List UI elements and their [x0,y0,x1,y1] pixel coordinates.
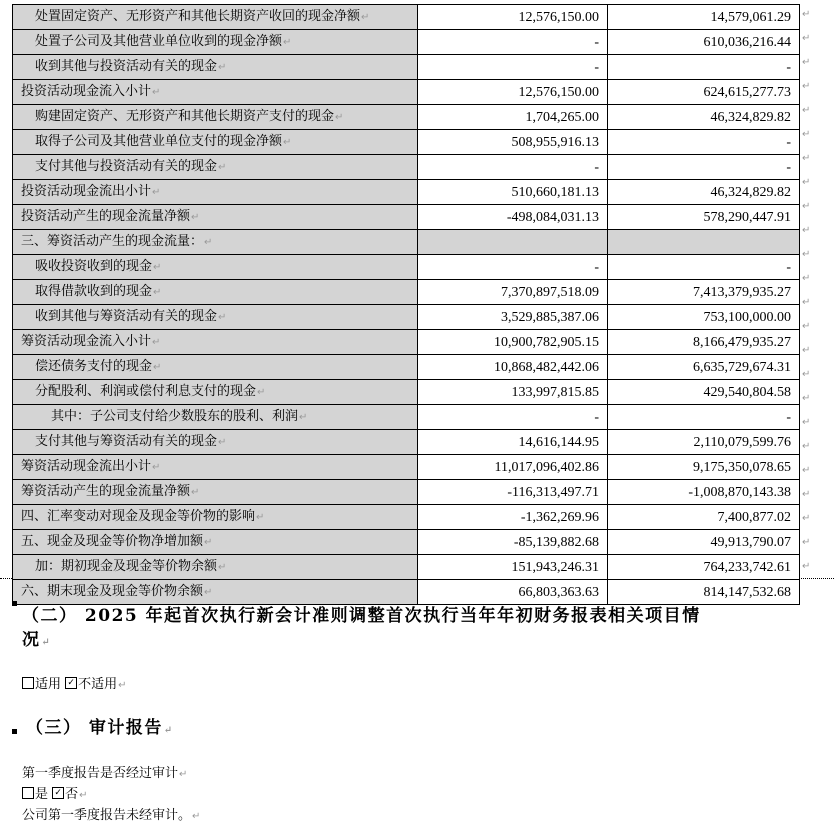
row-label-text: 投资活动现金流入小计 [21,84,152,99]
audit-statement-text: 公司第一季度报告未经审计。 [22,808,192,823]
prior-period-value: - [608,255,800,280]
paragraph-mark-icon: ↵ [152,87,161,98]
row-end-mark-icon: ↵ [802,249,811,260]
prior-period-value: 764,233,742.61 [608,555,800,580]
table-row [13,505,800,530]
paragraph-mark-icon: ↵ [299,412,308,423]
prior-period-value: - [608,130,800,155]
row-label [13,5,418,30]
row-end-mark-icon: ↵ [802,153,811,164]
row-end-mark-icon: ↵ [802,105,811,116]
row-label [13,180,418,205]
paragraph-mark-icon: ↵ [79,790,88,801]
row-end-mark-icon: ↵ [802,561,811,572]
paragraph-mark-icon: ↵ [152,462,161,473]
prior-period-value [608,230,800,255]
row-label-text: 偿还债务支付的现金 [35,359,153,374]
heading-bullet-icon [12,729,17,734]
paragraph-mark-icon: ↵ [218,562,227,573]
row-label [13,505,418,530]
prior-period-value: 46,324,829.82 [608,180,800,205]
row-label-text: 处置子公司及其他营业单位收到的现金净额 [35,34,283,49]
table-row [13,530,800,555]
current-period-value: 1,704,265.00 [418,105,608,130]
checkbox-yes[interactable] [22,787,34,799]
current-period-value: -1,362,269.96 [418,505,608,530]
row-label [13,455,418,480]
paragraph-mark-icon: ↵ [118,680,127,691]
row-end-mark-icon: ↵ [802,393,811,404]
row-end-mark-icon: ↵ [802,81,811,92]
row-label [13,280,418,305]
row-end-mark-icon: ↵ [802,9,811,20]
table-row [13,455,800,480]
current-period-value: 3,529,885,387.06 [418,305,608,330]
row-label [13,80,418,105]
row-label [13,405,418,430]
row-end-mark-icon: ↵ [802,129,811,140]
row-label-text: 其中：子公司支付给少数股东的股利、利润 [51,409,299,424]
paragraph-mark-icon: ↵ [218,312,227,323]
row-label-text: 六、期末现金及现金等价物余额 [21,584,204,599]
section3-heading [26,716,174,743]
row-label [13,205,418,230]
row-label-text: 筹资活动现金流入小计 [21,334,152,349]
row-label-text: 三、筹资活动产生的现金流量： [21,234,204,249]
audit-question-text: 第一季度报告是否经过审计 [22,766,179,781]
paragraph-mark-icon: ↵ [361,12,370,23]
table-row [13,80,800,105]
row-end-mark-icon: ↵ [802,57,811,68]
table-row [13,355,800,380]
prior-period-value: 429,540,804.58 [608,380,800,405]
paragraph-mark-icon: ↵ [153,287,162,298]
prior-period-value: 14,579,061.29 [608,5,800,30]
section2-heading [22,604,701,655]
paragraph-mark-icon: ↵ [256,512,265,523]
row-label-text: 分配股利、利润或偿付利息支付的现金 [35,384,257,399]
current-period-value: 133,997,815.85 [418,380,608,405]
prior-period-value: -1,008,870,143.38 [608,480,800,505]
current-period-value: 10,900,782,905.15 [418,330,608,355]
paragraph-mark-icon: ↵ [218,437,227,448]
row-end-mark-icon: ↵ [802,417,811,428]
row-label [13,105,418,130]
current-period-value: - [418,30,608,55]
row-end-mark-icon: ↵ [802,369,811,380]
checkbox-applicable[interactable] [22,677,34,689]
row-label-text: 四、汇率变动对现金及现金等价物的影响 [21,509,256,524]
row-end-mark-icon: ↵ [802,297,811,308]
prior-period-value: 46,324,829.82 [608,105,800,130]
cash-flow-table [12,4,800,605]
row-end-mark-icon: ↵ [802,201,811,212]
prior-period-value: 8,166,479,935.27 [608,330,800,355]
row-end-mark-icon: ↵ [802,225,811,236]
row-end-mark-icon: ↵ [802,321,811,332]
row-label-text: 处置固定资产、无形资产和其他长期资产收回的现金净额 [35,9,361,24]
current-period-value: 10,868,482,442.06 [418,355,608,380]
row-label-text: 收到其他与筹资活动有关的现金 [35,309,218,324]
paragraph-mark-icon: ↵ [153,262,162,273]
row-end-mark-icon: ↵ [802,489,811,500]
paragraph-mark-icon: ↵ [283,137,292,148]
checkbox-no[interactable] [52,787,64,799]
row-end-mark-icon: ↵ [802,345,811,356]
table-row [13,105,800,130]
row-end-mark-icon: ↵ [802,537,811,548]
row-label [13,555,418,580]
row-label-text: 收到其他与投资活动有关的现金 [35,59,218,74]
row-label [13,355,418,380]
paragraph-mark-icon: ↵ [152,337,161,348]
prior-period-value: 610,036,216.44 [608,30,800,55]
prior-period-value: 6,635,729,674.31 [608,355,800,380]
row-end-mark-icon: ↵ [802,513,811,524]
row-label [13,230,418,255]
prior-period-value: - [608,55,800,80]
option-applicable-label: 适用 [35,677,62,692]
row-label [13,305,418,330]
table-row [13,130,800,155]
row-label [13,30,418,55]
row-label [13,580,418,605]
current-period-value: - [418,55,608,80]
current-period-value: - [418,405,608,430]
paragraph-mark-icon: ↵ [283,37,292,48]
paragraph-mark-icon: ↵ [204,587,213,598]
row-label [13,480,418,505]
row-label [13,255,418,280]
paragraph-mark-icon: ↵ [191,487,200,498]
paragraph-mark-icon: ↵ [218,62,227,73]
current-period-value: 7,370,897,518.09 [418,280,608,305]
current-period-value: -498,084,031.13 [418,205,608,230]
paragraph-mark-icon: ↵ [335,112,344,123]
paragraph-mark-icon: ↵ [192,811,201,822]
current-period-value: 66,803,363.63 [418,580,608,605]
row-label [13,55,418,80]
row-end-mark-icon: ↵ [802,177,811,188]
table-row [13,255,800,280]
table-row [13,205,800,230]
audit-options [22,786,88,804]
table-row [13,580,800,605]
row-label [13,380,418,405]
paragraph-mark-icon: ↵ [41,637,52,648]
row-label-text: 加：期初现金及现金等价物余额 [35,559,218,574]
prior-period-value: 814,147,532.68 [608,580,800,605]
current-period-value: 508,955,916.13 [418,130,608,155]
table-row [13,430,800,455]
heading-bullet-icon [12,601,17,606]
row-end-mark-icon: ↵ [802,441,811,452]
table-row [13,180,800,205]
table-row [13,405,800,430]
row-label [13,330,418,355]
option-not-applicable-label: 不适用 [78,677,118,692]
table-row [13,155,800,180]
row-label-text: 筹资活动现金流出小计 [21,459,152,474]
prior-period-value: 578,290,447.91 [608,205,800,230]
audit-question [22,765,187,783]
table-row [13,380,800,405]
row-label-text: 吸收投资收到的现金 [35,259,153,274]
row-end-mark-icon: ↵ [802,33,811,44]
row-end-mark-icon: ↵ [802,273,811,284]
current-period-value: 510,660,181.13 [418,180,608,205]
option-no-label: 否 [65,787,79,802]
paragraph-mark-icon: ↵ [204,537,213,548]
prior-period-value: 753,100,000.00 [608,305,800,330]
table-row [13,305,800,330]
prior-period-value: - [608,155,800,180]
row-label-text: 购建固定资产、无形资产和其他长期资产支付的现金 [35,109,335,124]
row-label [13,130,418,155]
row-label-text: 投资活动产生的现金流量净额 [21,209,191,224]
current-period-value: 151,943,246.31 [418,555,608,580]
row-label-text: 取得借款收到的现金 [35,284,153,299]
row-label-text: 五、现金及现金等价物净增加额 [21,534,204,549]
current-period-value: 14,616,144.95 [418,430,608,455]
current-period-value: -116,313,497.71 [418,480,608,505]
current-period-value: - [418,155,608,180]
prior-period-value: 7,413,379,935.27 [608,280,800,305]
current-period-value: - [418,255,608,280]
table-end-marker-right [801,578,834,579]
row-label [13,430,418,455]
prior-period-value: 49,913,790.07 [608,530,800,555]
prior-period-value: 9,175,350,078.65 [608,455,800,480]
paragraph-mark-icon: ↵ [204,237,213,248]
row-label-text: 支付其他与投资活动有关的现金 [35,159,218,174]
paragraph-mark-icon: ↵ [179,769,188,780]
prior-period-value: - [608,405,800,430]
checkbox-not-applicable[interactable] [65,677,77,689]
table-row [13,330,800,355]
prior-period-value: 624,615,277.73 [608,80,800,105]
current-period-value: -85,139,882.68 [418,530,608,555]
audit-statement [22,807,200,825]
table-row [13,30,800,55]
paragraph-mark-icon: ↵ [152,187,161,198]
paragraph-mark-icon: ↵ [153,362,162,373]
section2-heading-line1: （二） 2025 年起首次执行新会计准则调整首次执行当年年初财务报表相关项目情 [22,606,701,626]
current-period-value: 12,576,150.00 [418,80,608,105]
paragraph-mark-icon: ↵ [191,212,200,223]
section2-options [22,676,127,694]
section2-heading-line2: 况 [22,630,41,650]
paragraph-mark-icon: ↵ [218,162,227,173]
table-row [13,280,800,305]
table-end-marker-left [0,578,12,579]
current-period-value [418,230,608,255]
current-period-value: 11,017,096,402.86 [418,455,608,480]
row-label-text: 取得子公司及其他营业单位支付的现金净额 [35,134,283,149]
row-label-text: 投资活动现金流出小计 [21,184,152,199]
section3-heading-text: （三） 审计报告 [26,718,163,738]
row-label [13,155,418,180]
row-label [13,530,418,555]
row-label-text: 支付其他与筹资活动有关的现金 [35,434,218,449]
row-label-text: 筹资活动产生的现金流量净额 [21,484,191,499]
paragraph-mark-icon: ↵ [257,387,266,398]
table-row [13,55,800,80]
current-period-value: 12,576,150.00 [418,5,608,30]
table-row [13,480,800,505]
option-yes-label: 是 [35,787,49,802]
paragraph-mark-icon: ↵ [163,725,174,736]
table-row [13,5,800,30]
row-end-mark-icon: ↵ [802,465,811,476]
table-row [13,230,800,255]
table-row [13,555,800,580]
prior-period-value: 7,400,877.02 [608,505,800,530]
prior-period-value: 2,110,079,599.76 [608,430,800,455]
